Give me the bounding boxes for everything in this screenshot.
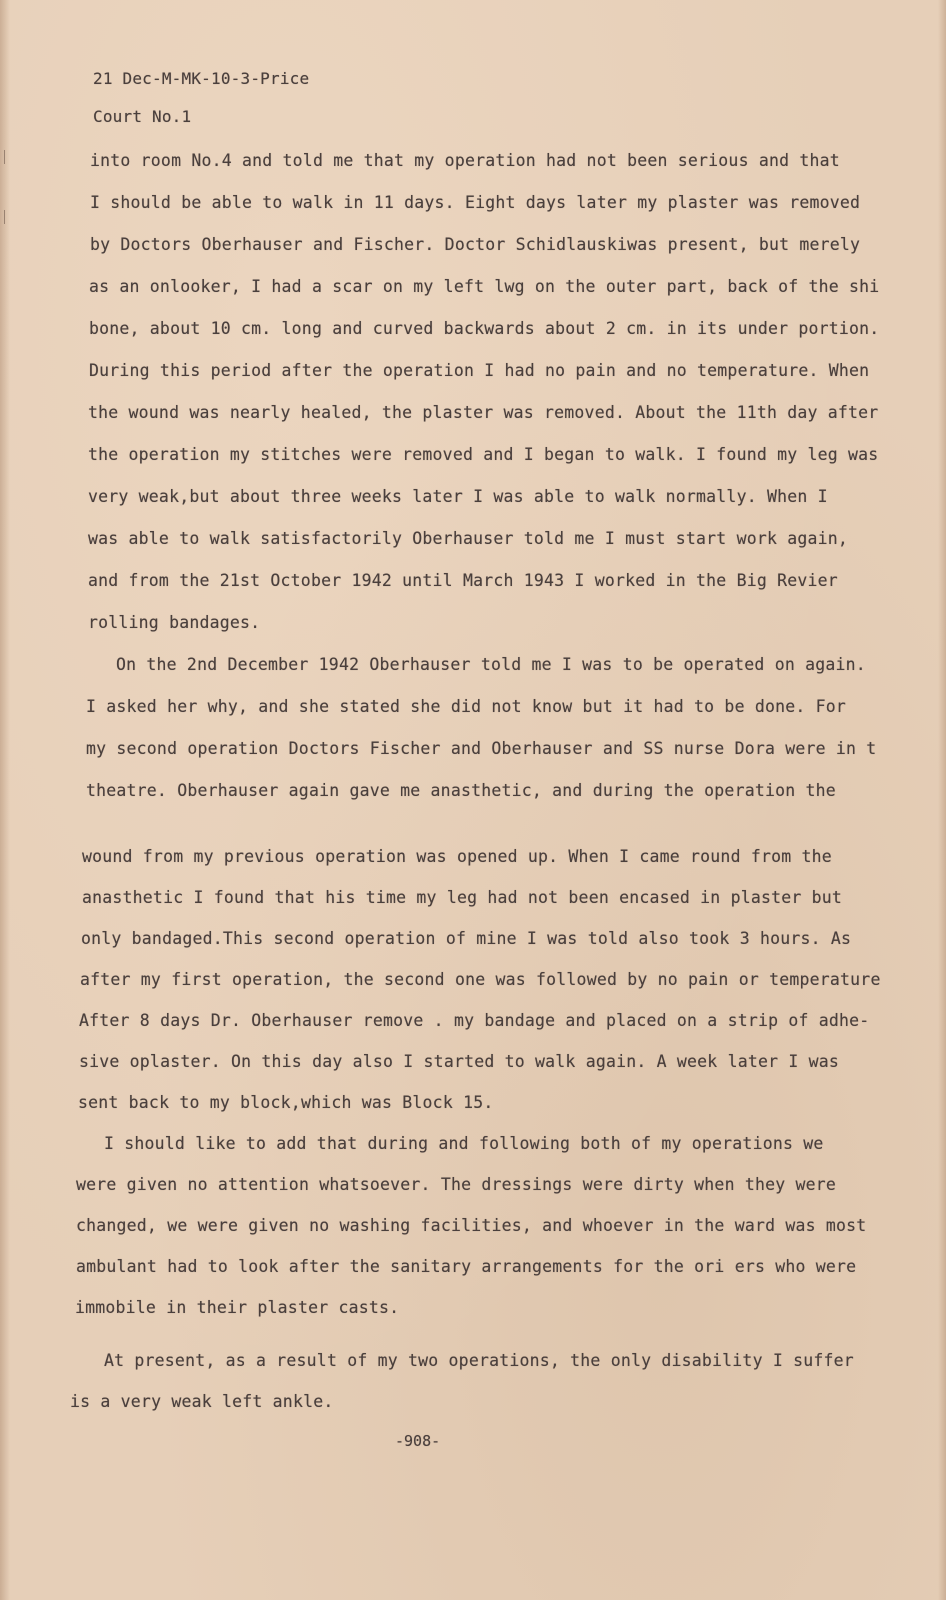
- text-line: by Doctors Oberhauser and Fischer. Doctor Schidlauskiwas present, but merely: [90, 235, 861, 254]
- binding-mark: [4, 150, 9, 164]
- text-line: the wound was nearly healed, the plaster was removed. About the 11th day after: [88, 403, 879, 422]
- text-line: immobile in their plaster casts.: [75, 1298, 400, 1317]
- header-court: Court No.1: [93, 107, 192, 126]
- text-line: sive oplaster. On this day also I started to walk again. A week later I was: [79, 1052, 840, 1071]
- text-line: is a very weak left ankle.: [70, 1392, 334, 1411]
- text-line: At present, as a result of my two operations, the only disability I suffer: [104, 1351, 854, 1370]
- text-line: On the 2nd December 1942 Oberhauser told me I was to be operated on again.: [116, 655, 866, 674]
- text-line: after my first operation, the second one was followed by no pain or temperature: [80, 970, 881, 989]
- binding-mark: [4, 210, 9, 224]
- header-reference: 21 Dec-M-MK-10-3-Price: [93, 69, 310, 88]
- text-line: ambulant had to look after the sanitary arrangements for the ori ers who were: [76, 1257, 857, 1276]
- text-line: sent back to my block,which was Block 15.: [78, 1093, 494, 1112]
- text-line: as an onlooker, I had a scar on my left lwg on the outer part, back of the shi: [89, 277, 880, 296]
- text-line: very weak,but about three weeks later I was able to walk normally. When I: [88, 487, 828, 506]
- text-line: were given no attention whatsoever. The dressings were dirty when they were: [76, 1175, 837, 1194]
- text-line: changed, we were given no washing facilities, and whoever in the ward was most: [76, 1216, 867, 1235]
- text-line: I should be able to walk in 11 days. Eight days later my plaster was removed: [90, 193, 861, 212]
- text-line: into room No.4 and told me that my operation had not been serious and that: [90, 151, 840, 170]
- text-line: wound from my previous operation was opened up. When I came round from the: [82, 847, 832, 866]
- text-line: my second operation Doctors Fischer and Oberhauser and SS nurse Dora were in t: [86, 739, 877, 758]
- text-line: rolling bandages.: [88, 613, 261, 632]
- text-line: bone, about 10 cm. long and curved backwards about 2 cm. in its under portion.: [89, 319, 880, 338]
- text-line: the operation my stitches were removed and I began to walk. I found my leg was: [88, 445, 879, 464]
- text-line: theatre. Oberhauser again gave me anasthetic, and during the operation the: [86, 781, 836, 800]
- text-line: I asked her why, and she stated she did not know but it had to be done. For: [86, 697, 847, 716]
- text-line: During this period after the operation I had no pain and no temperature. When: [89, 361, 870, 380]
- page-number: -908-: [395, 1432, 441, 1450]
- text-line: was able to walk satisfactorily Oberhauser told me I must start work again,: [88, 529, 849, 548]
- text-line: anasthetic I found that his time my leg had not been encased in plaster but: [82, 888, 843, 907]
- text-line: I should like to add that during and following both of my operations we: [104, 1134, 824, 1153]
- text-line: only bandaged.This second operation of mine I was told also took 3 hours. As: [81, 929, 852, 948]
- text-line: and from the 21st October 1942 until March 1943 I worked in the Big Revier: [88, 571, 838, 590]
- text-line: After 8 days Dr. Oberhauser remove . my bandage and placed on a strip of adhe-: [79, 1011, 870, 1030]
